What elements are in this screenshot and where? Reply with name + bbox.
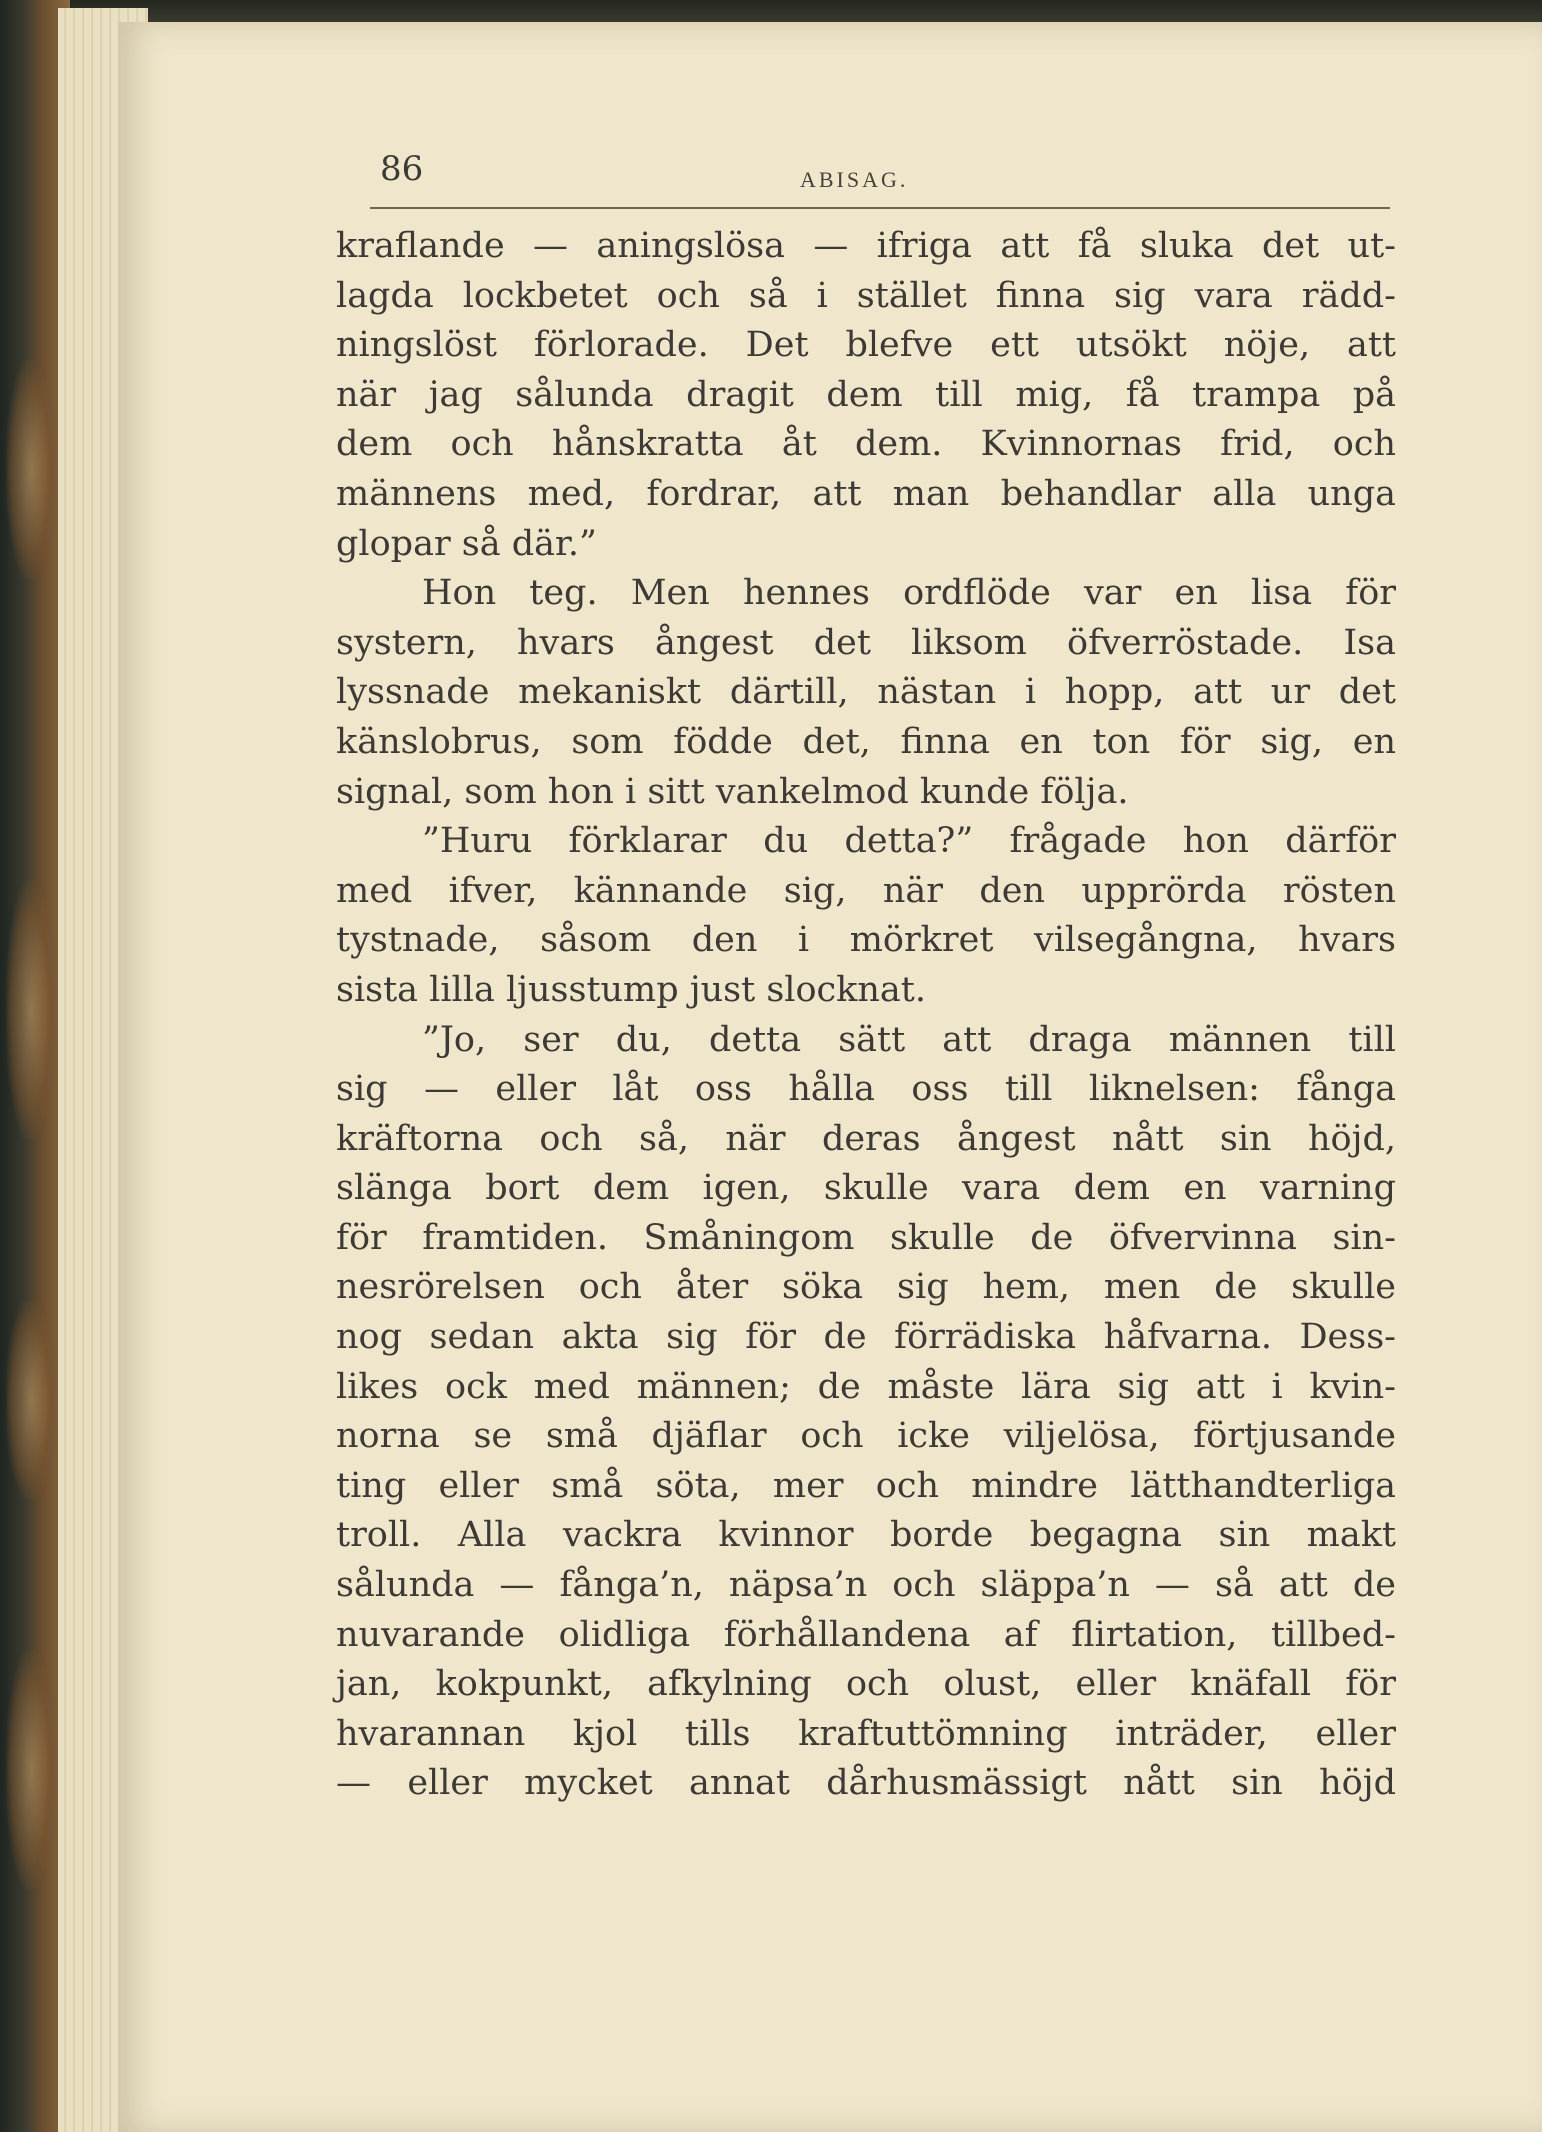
text-line: känslobrus, som födde det, finna en ton för sig, en xyxy=(336,721,1396,762)
text-line: tystnade, såsom den i mörkret vilsegångna, hvars xyxy=(336,920,1396,961)
text-line: för framtiden. Småningom skulle de öfvervinna sin- xyxy=(336,1217,1396,1258)
text-line: ”Huru förklarar du detta?” frågade hon därför xyxy=(422,821,1396,862)
text-line: nesrörelsen och åter söka sig hem, men de skulle xyxy=(336,1267,1396,1308)
text-line: nog sedan akta sig för de förrädiska håfvarna. Dess- xyxy=(336,1317,1396,1358)
text-line: männens med, fordrar, att man behandlar alla unga xyxy=(336,473,1396,514)
text-line: ningslöst förlorade. Det blefve ett utsökt nöje, att xyxy=(336,325,1396,366)
text-line: glopar så där.” xyxy=(336,523,597,564)
top-edge xyxy=(0,0,1542,24)
text-line: signal, som hon i sitt vankelmod kunde följa. xyxy=(336,771,1129,812)
marble-pattern xyxy=(6,880,56,1140)
text-line: ting eller små söta, mer och mindre lätthandterliga xyxy=(336,1465,1396,1506)
text-line: systern, hvars ångest det liksom öfverröstade. Isa xyxy=(336,622,1396,663)
text-line: kräftorna och så, när deras ångest nått sin höjd, xyxy=(336,1118,1396,1159)
text-line: slänga bort dem igen, skulle vara dem en varning xyxy=(336,1168,1396,1209)
marble-pattern xyxy=(6,360,56,580)
text-line: när jag sålunda dragit dem till mig, få trampa på xyxy=(336,374,1396,415)
text-line: hvarannan kjol tills kraftuttömning inträder, eller xyxy=(336,1713,1396,1754)
text-line: norna se små djäflar och icke viljelösa, förtjusande xyxy=(336,1416,1396,1457)
text-line: jan, kokpunkt, afkylning och olust, eller knäfall för xyxy=(336,1664,1396,1705)
marble-pattern xyxy=(6,1300,56,1500)
text-line: Hon teg. Men hennes ordflöde var en lisa för xyxy=(422,573,1396,614)
body-text xyxy=(336,222,1396,1809)
page-number: 86 xyxy=(380,149,424,189)
text-line: ”Jo, ser du, detta sätt att draga männen till xyxy=(422,1019,1396,1060)
text-line: med ifver, kännande sig, när den upprörda rösten xyxy=(336,870,1396,911)
text-line: likes ock med männen; de måste lära sig att i kvin- xyxy=(336,1366,1396,1407)
text-line: — eller mycket annat dårhusmässigt nått sin höjd xyxy=(336,1763,1396,1804)
text-line: sig — eller låt oss hålla oss till liknelsen: fånga xyxy=(336,1069,1396,1110)
text-line: dem och hånskratta åt dem. Kvinnornas frid, och xyxy=(336,424,1396,465)
text-line: sålunda — fånga’n, näpsa’n och släppa’n — så att de xyxy=(336,1565,1396,1606)
text-line: nuvarande olidliga förhållandena af flirtation, tillbed- xyxy=(336,1614,1396,1655)
text-line: kraflande — aningslösa — ifriga att få sluka det ut- xyxy=(336,226,1396,266)
text-line: lagda lockbetet och så i stället finna sig vara rädd- xyxy=(336,275,1396,316)
running-title: ABISAG. xyxy=(800,167,909,192)
text-line: lyssnade mekaniskt därtill, nästan i hopp, att ur det xyxy=(336,672,1396,713)
text-line: troll. Alla vackra kvinnor borde begagna sin makt xyxy=(336,1515,1396,1556)
running-head xyxy=(370,149,1390,209)
marble-pattern xyxy=(6,1650,56,1890)
text-line: sista lilla ljusstump just slocknat. xyxy=(336,969,926,1010)
